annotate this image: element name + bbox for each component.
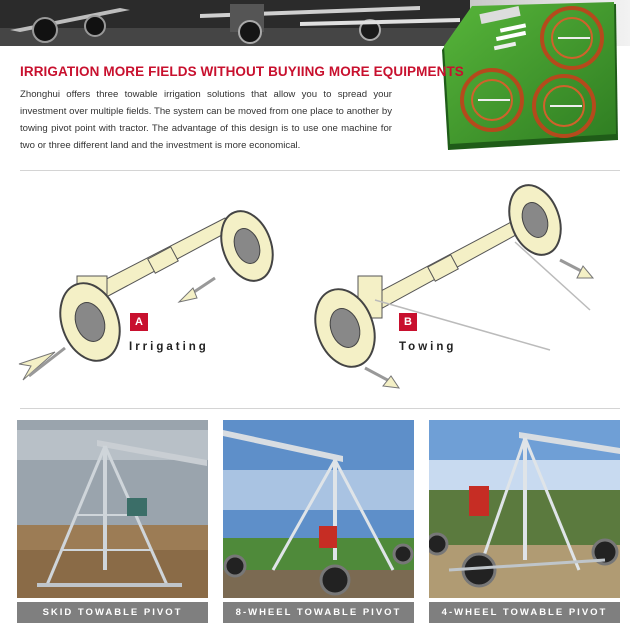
skid-pivot-photo	[17, 420, 208, 598]
towable-pivot-diagram	[15, 180, 615, 400]
badge-a: A	[130, 313, 148, 331]
4-wheel-pivot-photo	[429, 420, 620, 598]
divider-bottom	[20, 408, 620, 409]
8-wheel-pivot-photo	[223, 420, 414, 598]
label-irrigating: Irrigating	[129, 341, 209, 353]
towing-pivot-drawing	[305, 180, 593, 388]
caption-skid: SKID TOWABLE PIVOT	[17, 602, 208, 623]
banner-photo	[0, 0, 470, 46]
divider-top	[20, 170, 620, 171]
badge-b: B	[399, 313, 417, 331]
intro-paragraph: Zhonghui offers three towable irrigation solutions that allow you to spread your investment over multiple fields. The system can be moved from one place to another by towing pivot point with tractor. The advantage of this design is to use one machine for two or three different land and the investment is more economical.	[20, 89, 392, 151]
label-towing: Towing	[399, 341, 457, 353]
irrigating-pivot-drawing	[19, 204, 282, 380]
field-illustration	[440, 2, 620, 152]
product-card-8-wheel	[223, 420, 414, 623]
caption-8-wheel: 8-WHEEL TOWABLE PIVOT	[223, 602, 414, 623]
product-card-skid	[17, 420, 208, 623]
product-card-4-wheel	[429, 420, 620, 623]
page-title: IRRIGATION MORE FIELDS WITHOUT BUYIING MORE EQUIPMENTS	[20, 64, 464, 79]
caption-4-wheel: 4-WHEEL TOWABLE PIVOT	[429, 602, 620, 623]
